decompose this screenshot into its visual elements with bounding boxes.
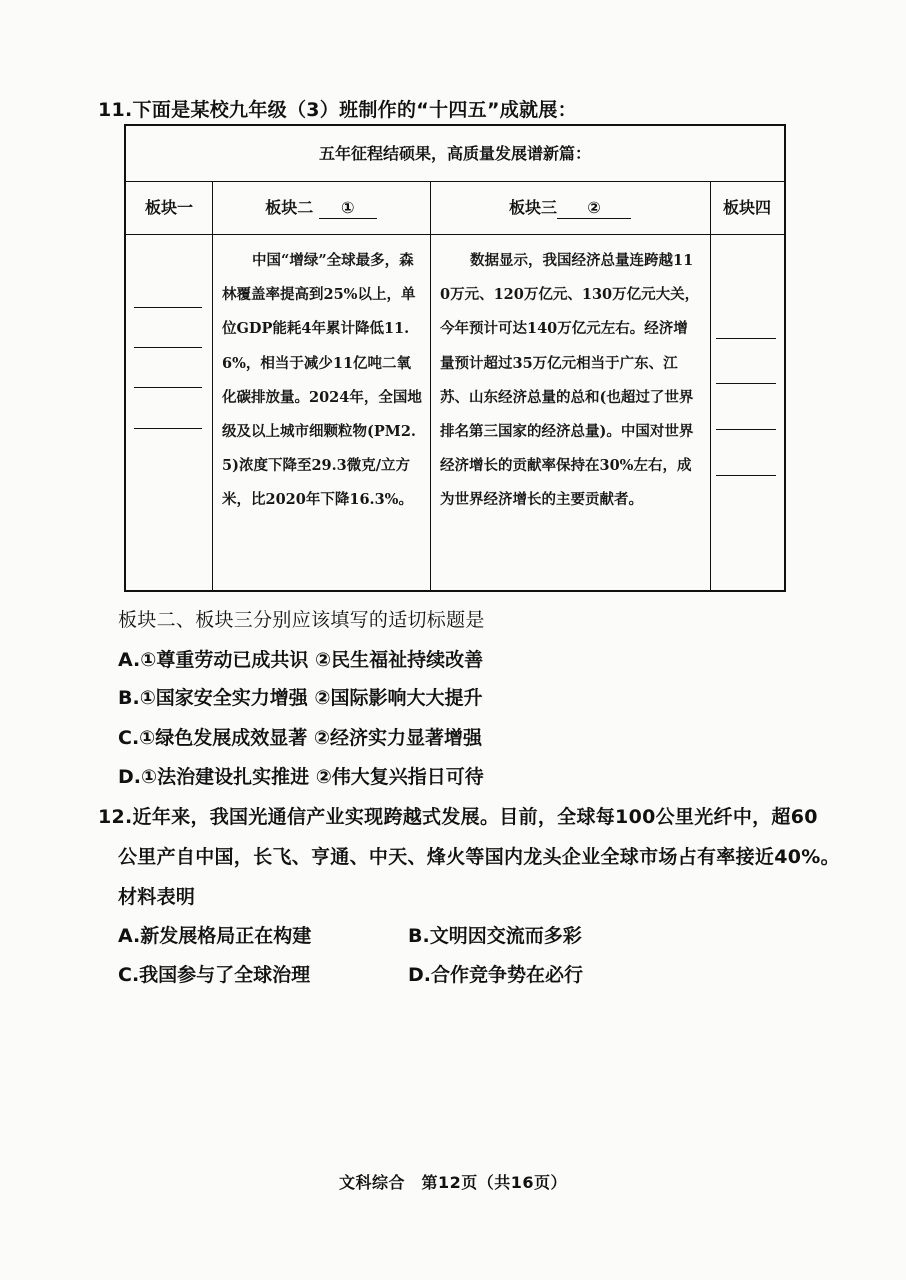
answer-line <box>716 383 776 384</box>
header-section-3-label: 板块三 <box>508 198 557 217</box>
answer-line <box>716 338 776 339</box>
q11-option-b[interactable]: B.①国家安全实力增强 ②国际影响大大提升 <box>118 687 483 709</box>
column-divider <box>710 182 711 590</box>
answer-line <box>134 387 202 388</box>
answer-line <box>134 307 202 308</box>
blank-1: ① <box>319 198 377 219</box>
q11-option-d[interactable]: D.①法治建设扎实推进 ②伟大复兴指日可待 <box>118 766 484 788</box>
table-caption: 五年征程结硕果，高质量发展谱新篇： <box>126 126 784 182</box>
section-3-text: 数据显示，我国经济总量连跨越110万元、120万亿元、130万亿元大关，今年预计可达140万亿元左右。经济增量预计超过35万亿元相当于广东、江苏、山东经济总量的总和(也超过了世界排名第三国家的经济总量)。中国对世界经济增长的贡献率保持在30%左右，成为世界经济增长的主要贡献者。 <box>440 252 700 509</box>
q12-option-c[interactable]: C.我国参与了全球治理 <box>118 964 311 986</box>
question-11-prompt: 板块二、板块三分别应该填写的适切标题是 <box>118 609 485 631</box>
header-section-3 <box>430 182 710 234</box>
section-2-text: 中国“增绿”全球最多，森林覆盖率提高到25%以上，单位GDP能耗4年累计降低11.6%，相当于减少11亿吨二氧化碳排放量。2024年，全国地级及以上城市细颗粒物(PM2.5)浓度下降至29.3微克/立方米，比2020年下降16.3%。 <box>222 252 422 509</box>
column-divider <box>212 182 213 590</box>
answer-line <box>716 429 776 430</box>
answer-line <box>134 428 202 429</box>
question-12-stem-line-2: 公里产自中国，长飞、亨通、中天、烽火等国内龙头企业全球市场占有率接近40%。 <box>118 846 840 868</box>
q11-option-c[interactable]: C.①绿色发展成效显著 ②经济实力显著增强 <box>118 727 482 749</box>
header-section-2-label: 板块二 <box>265 198 314 217</box>
answer-line <box>134 347 202 348</box>
column-divider <box>430 182 431 590</box>
header-divider <box>126 234 784 235</box>
question-12-prompt: 材料表明 <box>118 886 196 908</box>
q11-option-a[interactable]: A.①尊重劳动已成共识 ②民生福祉持续改善 <box>118 649 484 671</box>
answer-line <box>716 475 776 476</box>
q12-option-a[interactable]: A.新发展格局正在构建 <box>118 925 312 947</box>
achievement-table <box>124 124 786 592</box>
header-section-1: 板块一 <box>144 198 193 217</box>
blank-2: ② <box>557 198 631 219</box>
header-section-2 <box>212 182 430 234</box>
page-footer: 文科综合 第12页（共16页） <box>338 1173 568 1192</box>
header-section-4: 板块四 <box>722 198 771 217</box>
q12-option-d[interactable]: D.合作竞争势在必行 <box>408 964 583 986</box>
q12-option-b[interactable]: B.文明因交流而多彩 <box>408 925 582 947</box>
question-11-stem: 11.下面是某校九年级（3）班制作的“十四五”成就展： <box>98 99 577 121</box>
question-12-stem-line-1: 12.近年来，我国光通信产业实现跨越式发展。目前，全球每100公里光纤中，超60 <box>98 806 818 828</box>
